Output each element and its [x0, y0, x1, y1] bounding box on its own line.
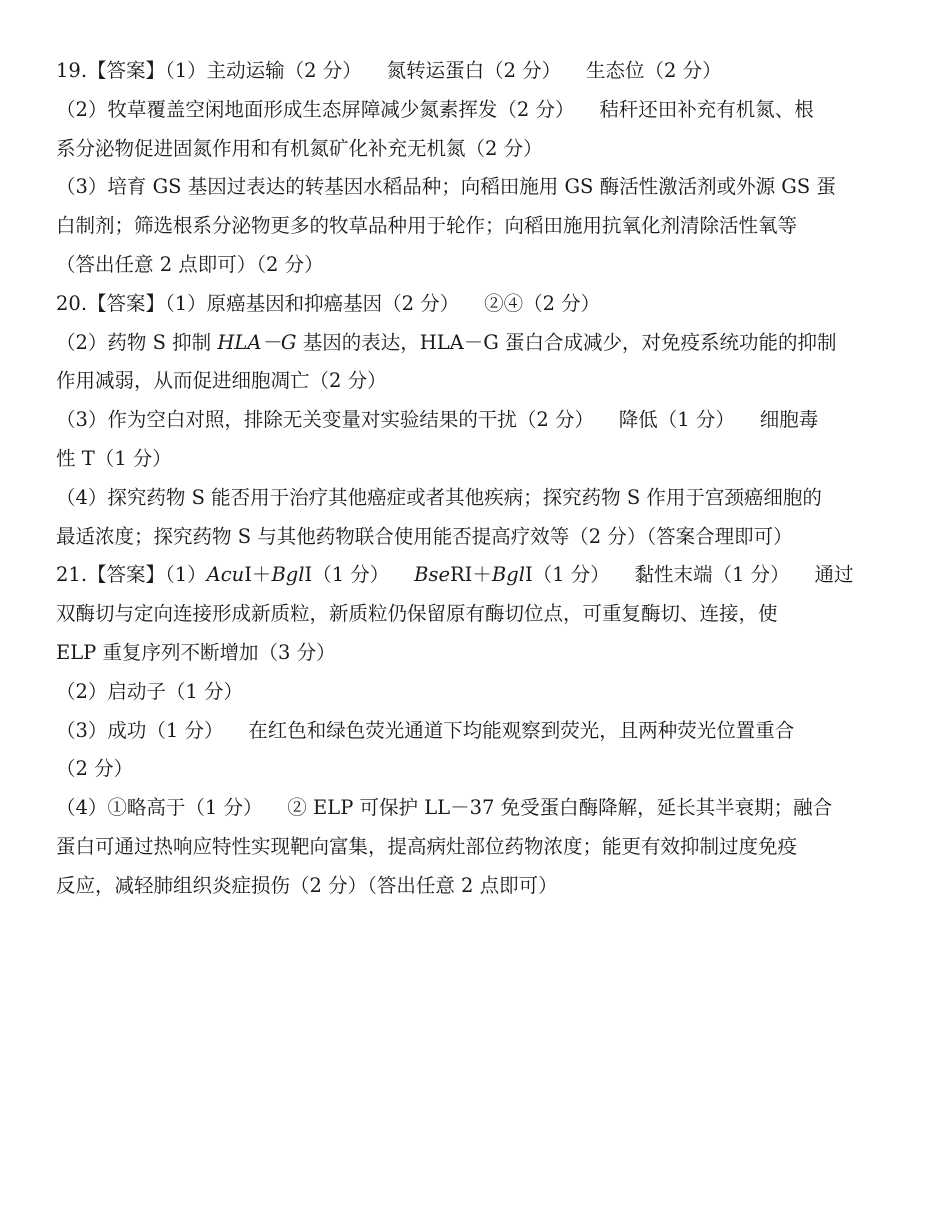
- q21-line-1: [56, 556, 896, 595]
- q19-line-2: （2）牧草覆盖空闲地面形成生态屏障减少氮素挥发（2 分） 秸秆还田补充有机氮、根: [56, 97, 814, 121]
- q20-line-6: （4）探究药物 S 能否用于治疗其他癌症或者其他疾病；探究药物 S 作用于宫颈癌细胞的: [56, 485, 822, 509]
- q21-line-6: （2 分）: [56, 757, 134, 781]
- q21-line-1-e: Ⅰ（1 分） 黏性末端（1 分） 通过: [524, 563, 854, 587]
- q19-line-4: （3）培育 GS 基因过表达的转基因水稻品种；向稻田施用 GS 酶活性激活剂或外源 GS 蛋: [56, 175, 836, 199]
- enzyme-bse: Bse: [414, 563, 450, 587]
- answer-21: [56, 556, 896, 905]
- enzyme-bgl-2: Bgl: [491, 563, 525, 587]
- q20-line-4: （3）作为空白对照，排除无关变量对实验结果的干扰（2 分） 降低（1 分） 细胞毒: [56, 408, 819, 432]
- q19-line-1: 19.【答案】（1）主动运输（2 分） 氮转运蛋白（2 分） 生态位（2 分）: [56, 59, 722, 82]
- q21-line-7: （4）①略高于（1 分） ② ELP 可保护 LL－37 免受蛋白酶降解，延长其半衰期；融合: [56, 796, 833, 820]
- answer-19: [56, 52, 896, 285]
- q21-line-9: 反应，减轻肺组织炎症损伤（2 分）（答出任意 2 点即可）: [56, 873, 558, 897]
- q20-line-5: 性 T（1 分）: [56, 446, 172, 470]
- enzyme-bgl-1: Bgl: [271, 563, 305, 587]
- q20-line-2-pre: （2）药物 S 抑制: [56, 330, 218, 354]
- q21-line-1-b: Ⅰ＋: [244, 563, 272, 587]
- hla-g-gene: HLA－G: [217, 330, 297, 354]
- q19-line-6: （答出任意 2 点即可）（2 分）: [56, 252, 324, 276]
- q21-line-8: 蛋白可通过热响应特性实现靶向富集，提高病灶部位药物浓度；能更有效抑制过度免疫: [56, 834, 798, 858]
- q21-line-3: ELP 重复序列不断增加（3 分）: [56, 640, 336, 664]
- q21-line-2: 双酶切与定向连接形成新质粒，新质粒仍保留原有酶切位点，可重复酶切、连接，使: [56, 602, 778, 626]
- q21-line-5: （3）成功（1 分） 在红色和绿色荧光通道下均能观察到荧光，且两种荧光位置重合: [56, 718, 795, 742]
- q19-line-3: 系分泌物促进固氮作用和有机氮矿化补充无机氮（2 分）: [56, 136, 543, 160]
- answer-document: [56, 52, 896, 906]
- q20-line-2-post: 基因的表达，HLA－G 蛋白合成减少，对免疫系统功能的抑制: [296, 330, 837, 354]
- q20-line-3: 作用减弱，从而促进细胞凋亡（2 分）: [56, 369, 387, 393]
- answer-20: [56, 285, 896, 557]
- q21-line-1-c: Ⅰ（1 分）: [304, 563, 415, 587]
- q19-line-5: 白制剂；筛选根系分泌物更多的牧草品种用于轮作；向稻田施用抗氧化剂清除活性氧等: [56, 214, 798, 238]
- q21-line-4: （2）启动子（1 分）: [56, 679, 244, 703]
- q20-line-7: 最适浓度；探究药物 S 与其他药物联合使用能否提高疗效等（2 分）（答案合理即可）: [56, 524, 793, 548]
- q21-line-1-d: RⅠ＋: [450, 563, 492, 587]
- q20-line-1: 20.【答案】（1）原癌基因和抑癌基因（2 分） ②④（2 分）: [56, 291, 601, 315]
- q21-line-1-a: 21.【答案】（1）: [56, 563, 207, 587]
- q20-line-2: [56, 324, 896, 363]
- enzyme-acu: Acu: [206, 563, 245, 587]
